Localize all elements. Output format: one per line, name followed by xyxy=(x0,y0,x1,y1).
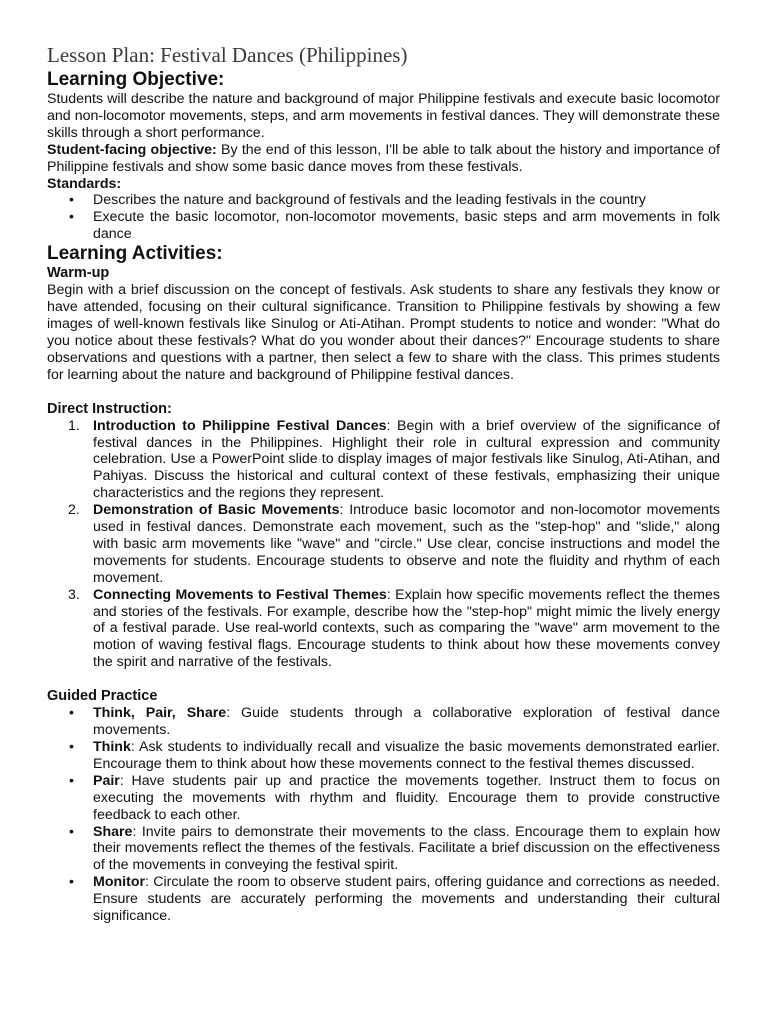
standard-text: Describes the nature and background of festivals and the leading festivals in the country xyxy=(93,192,646,209)
page-title: Lesson Plan: Festival Dances (Philippines) xyxy=(47,43,408,67)
item-title: Pair xyxy=(93,772,120,789)
guided-practice-list xyxy=(47,705,720,925)
bullet-marker: • xyxy=(69,823,74,840)
bullet-marker: • xyxy=(69,192,74,209)
list-item xyxy=(47,773,720,824)
item-text: : Invite pairs to demonstrate their movements to the class. Encourage them to explain how their movements reflect the themes of the festivals. Facilitate a brief discussion on the effectiveness of the movements in conveying the festival spirit. xyxy=(93,823,720,874)
list-item xyxy=(47,874,720,925)
standard-text: Execute the basic locomotor, non-locomotor movements, basic steps and arm movements in folk dance xyxy=(93,209,720,243)
spacer xyxy=(47,671,720,688)
list-item xyxy=(47,587,720,672)
item-text: : Begin with a brief overview of the significance of festival dances in the Philippines. Highlight their role in cultural expression and community celebration. Use a PowerPoint slide to display images of major festivals like Sinulog, Ati-Atihan, and Pahiyas. Discuss the historical and cultural context of these festivals, emphasizing their unique characteristics and the regions they represent. xyxy=(93,417,720,502)
standards-list xyxy=(47,192,720,243)
learning-activities-heading: Learning Activities: xyxy=(47,243,223,265)
warmup-text: Begin with a brief discussion on the concept of festivals. Ask students to share any festivals they know or have attended, focusing on their cultural significance. Transition to Philippine festivals by showing a few images of well-known festivals like Sinulog or Ati-Atihan. Prompt students to notice and wonder: "What do you notice about these festivals? What do you wonder about their dances?" Encourage students to share observations and questions with a partner, then select a few to share with the class. This primes students for learning about the nature and background of Philippine festival dances. xyxy=(47,282,720,383)
document-page xyxy=(47,42,720,925)
student-facing-text: By the end of this lesson, I'll be able to talk about the history and importance of Philippine festivals and show some basic dance moves from these festivals. xyxy=(47,141,720,175)
item-title: Think xyxy=(93,739,131,755)
list-item xyxy=(47,209,720,243)
item-title: Connecting Movements to Festival Themes xyxy=(93,586,387,603)
learning-objective-text: Students will describe the nature and background of major Philippine festivals and execute basic locomotor and non-locomotor movements, steps, and arm movements in festival dances. They will demonstrate these skills through a short performance. xyxy=(47,91,720,141)
direct-instruction-list xyxy=(47,418,720,672)
direct-instruction-heading: Direct Instruction: xyxy=(47,400,172,417)
bullet-marker: • xyxy=(69,739,74,755)
item-text: : Ask students to individually recall and visualize the basic movements demonstrated earlier. Encourage them to think about how these movements connect to the festival themes discussed. xyxy=(93,739,720,772)
list-item xyxy=(47,192,720,209)
list-number: 3. xyxy=(68,586,80,603)
item-text: : Guide students through a collaborative exploration of festival dance movements. xyxy=(93,705,721,739)
list-number: 1. xyxy=(68,417,80,434)
bullet-marker: • xyxy=(69,874,74,891)
standards-label: Standards: xyxy=(47,175,122,192)
list-number: 2. xyxy=(68,502,80,519)
student-facing-label: Student-facing objective: xyxy=(47,141,217,158)
bullet-marker: • xyxy=(69,772,74,789)
item-title: Introduction to Philippine Festival Dances xyxy=(93,417,387,434)
list-item xyxy=(47,418,720,503)
spacer xyxy=(47,384,720,401)
learning-objective-heading: Learning Objective: xyxy=(47,69,225,90)
item-text: : Circulate the room to observe student pairs, offering guidance and corrections as needed. Ensure students are accurately performing the movements and understanding their cultural significance. xyxy=(93,874,720,925)
bullet-marker: • xyxy=(69,705,74,722)
warmup-heading: Warm-up xyxy=(47,265,110,282)
guided-practice-heading: Guided Practice xyxy=(47,688,158,705)
item-title: Share xyxy=(93,823,133,840)
item-text: : Have students pair up and practice the movements together. Instruct them to focus on executing the movements with rhythm and fluidity. Encourage them to provide constructive feedback to each other. xyxy=(93,772,720,823)
item-title: Demonstration of Basic Movements xyxy=(93,502,340,519)
student-facing-objective xyxy=(47,142,720,176)
list-item xyxy=(47,824,720,875)
item-text: : Explain how specific movements reflect the themes and stories of the festivals. For example, describe how the "step-hop" might mimic the lively energy of a festival parade. Use real-world contexts, such as comparing the "wave" arm movement to the motion of waving festival flags. Encourage students to think about how these movements convey the spirit and narrative of the festivals. xyxy=(93,586,720,671)
bullet-marker: • xyxy=(69,209,74,226)
item-title: Monitor xyxy=(93,874,146,891)
item-title: Think, Pair, Share xyxy=(93,705,227,722)
item-text: : Introduce basic locomotor and non-locomotor movements used in festival dances. Demonstrate each movement, such as the "step-hop" and "slide," along with basic arm movements like "wave" and "circle." Use clear, concise instructions and model the movements for students. Encourage students to observe and note the fluidity and rhythm of each movement. xyxy=(93,502,720,586)
list-item xyxy=(47,502,720,587)
list-item xyxy=(47,705,720,739)
list-item xyxy=(47,739,720,773)
